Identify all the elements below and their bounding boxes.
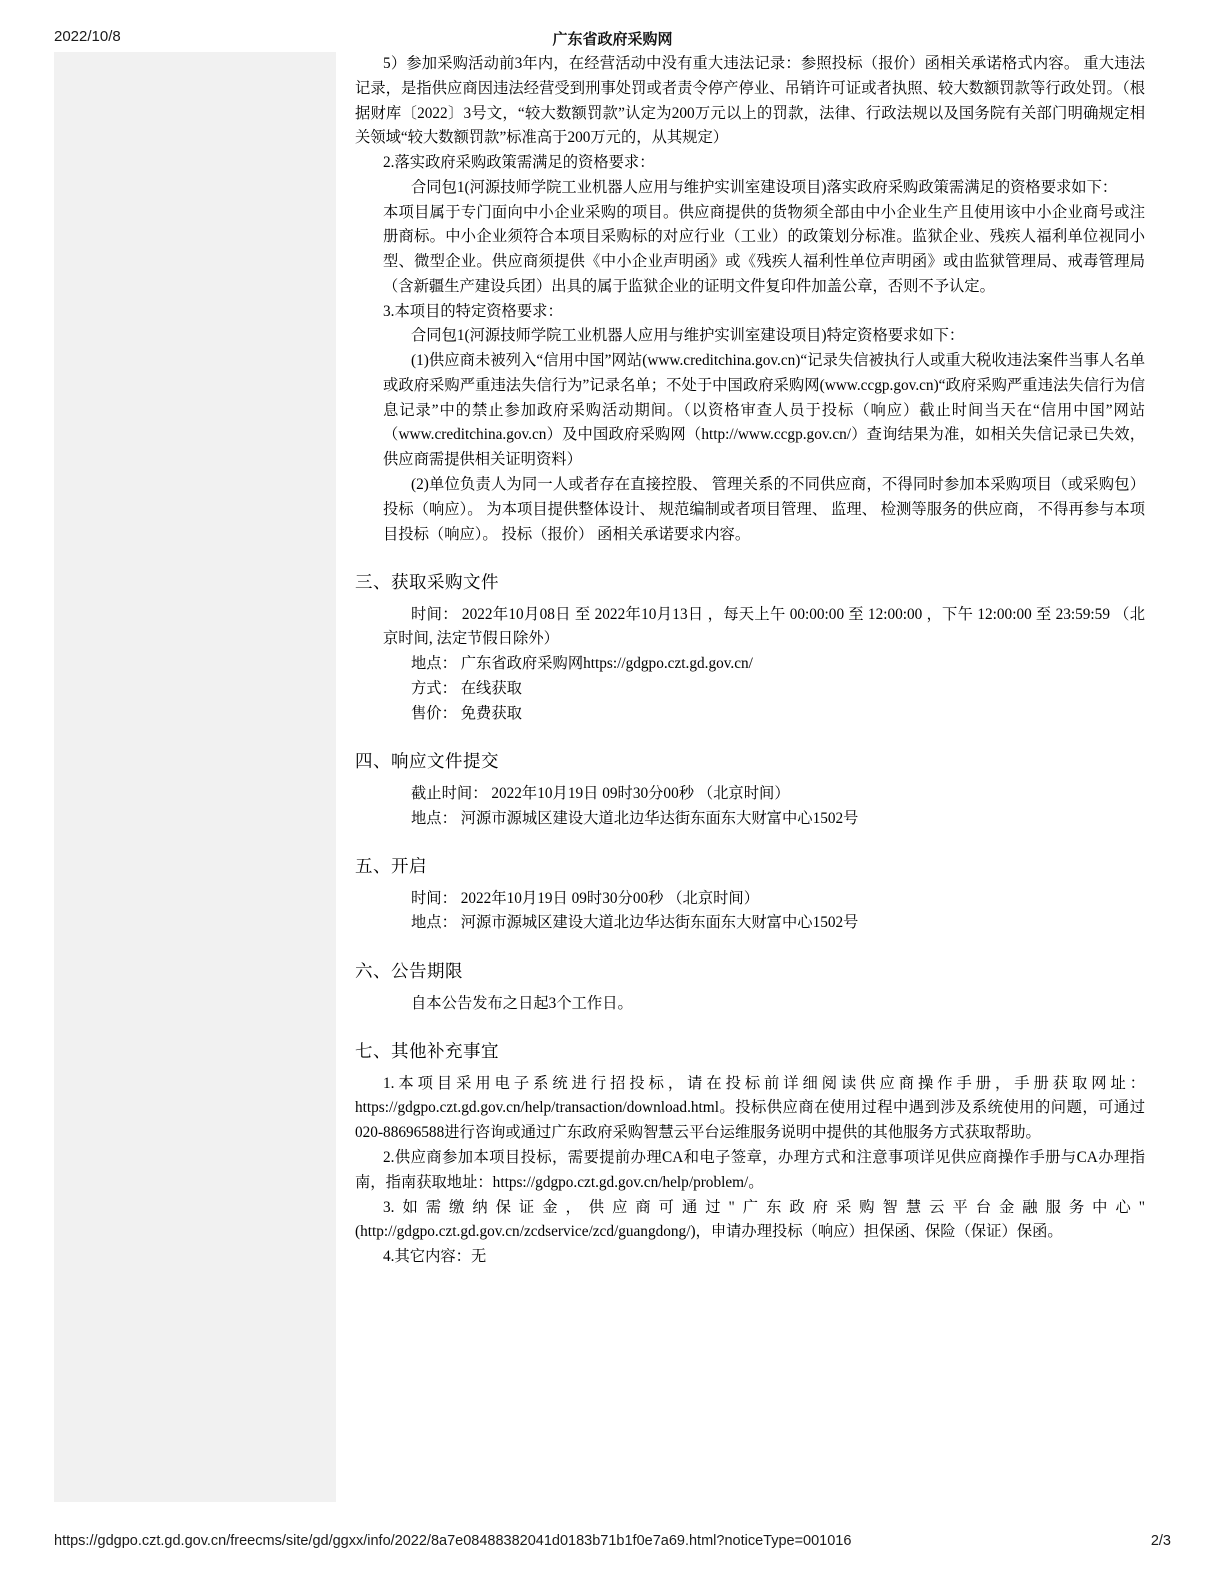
section-item: 1.本项目采用电子系统进行招投标，请在投标前详细阅读供应商操作手册，手册获取网址：https://gdgpo.czt.gd.gov.cn/help/transaction/download.html。投标供应商在使用过程中遇到涉及系统使用的问题，可通过020-88696588进行咨询或通过广东政府采购智慧云平台运维服务说明中提供的其他服务方式获取帮助。 [355,1074,1145,1142]
section-heading: 三、获取采购文件 [355,572,499,593]
line-label: 地点： [411,809,457,827]
line-label: 售价： [411,704,457,722]
footer-source-url: https://gdgpo.czt.gd.gov.cn/freecms/site/gd/ggxx/info/2022/8a7e08488382041d0183b71b1f0e7a69.html?noticeType=001016 [54,1533,852,1549]
section-response-submission [355,747,1145,831]
line-value: 2022年10月08日 至 2022年10月13日 ，每天上午 00:00:00 至 12:00:00 ，下午 12:00:00 至 23:59:59 （北京时间, 法定节假日除外） [383,605,1145,648]
paragraph-item-3-sub-2: (2)单位负责人为同一人或者存在直接控股、 管理关系的不同供应商，不得同时参加本采购项目（或采购包） 投标（响应）。 为本项目提供整体设计、 规范编制或者项目管理、 监理、 检测等服务的供应商， 不得再参与本项目投标（响应）。 投标（报价） 函相关承诺要求内容。 [383,476,1145,543]
line-label: 时间： [411,605,458,623]
line-value: 在线获取 [460,679,522,697]
section-item: 4.其它内容：无 [383,1248,487,1266]
section-line: 自本公告发布之日起3个工作日。 [411,994,633,1012]
paragraph-item-2-lead: 合同包1(河源技师学院工业机器人应用与维护实训室建设项目)落实政府采购政策需满足的资格要求如下： [411,178,1118,196]
section-announcement-period [355,957,1145,1016]
section-item: 2.供应商参加本项目投标，需要提前办理CA和电子签章，办理方式和注意事项详见供应商操作手册与CA办理指南，指南获取地址：https://gdgpo.czt.gd.gov.cn/help/problem/。 [355,1148,1145,1191]
line-value: 2022年10月19日 09时30分00秒 （北京时间） [460,889,760,907]
page-footer [0,1533,1225,1555]
section-line [383,887,1145,912]
section-heading: 五、开启 [355,856,427,877]
line-label: 地点： [411,914,457,932]
section-opening [355,852,1145,936]
line-label: 方式： [411,679,457,697]
page-header [0,28,1225,52]
paragraph-item-5: 5）参加采购活动前3年内，在经营活动中没有重大违法记录：参照投标（报价）函相关承诺格式内容。 重大违法记录，是指供应商因违法经营受到刑事处罚或者责令停产停业、吊销许可证或者执照、较大数额罚款等行政处罚。（根据财库〔2022〕3号文，“较大数额罚款”认定为200万元以上的罚款，法律、行政法规以及国务院有关部门明确规定相关领域“较大数额罚款”标准高于200万元的，从其规定） [355,55,1145,147]
section-line [383,911,1145,936]
section-line [383,677,1145,702]
section-line [383,782,1145,807]
section-heading: 四、响应文件提交 [355,751,499,772]
line-value: 2022年10月19日 09时30分00秒 （北京时间） [491,784,790,802]
section-heading: 六、公告期限 [355,961,463,982]
section-heading: 七、其他补充事宜 [355,1041,499,1062]
section-line [383,702,1145,727]
line-value: 河源市源城区建设大道北边华达街东面东大财富中心1502号 [460,809,859,827]
section-acquire-documents [355,568,1145,726]
section-other-matters [355,1037,1145,1269]
paragraph-item-3-sub-1: (1)供应商未被列入“信用中国”网站(www.creditchina.gov.cn)“记录失信被执行人或重大税收违法案件当事人名单或政府采购严重违法失信行为”记录名单；不处于中国政府采购网(www.ccgp.gov.cn)“政府采购严重违法失信行为信息记录”中的禁止参加政府采购活动期间。（以资格审查人员于投标（响应）截止时间当天在“信用中国”网站（www.creditchina.gov.cn）及中国政府采购网（http://www.ccgp.gov.cn/）查询结果为准，如相关失信记录已失效，供应商需提供相关证明资料） [383,352,1145,469]
line-label: 截止时间： [411,784,488,802]
section-line [383,603,1145,653]
header-date: 2022/10/8 [54,28,121,45]
line-value: 河源市源城区建设大道北边华达街东面东大财富中心1502号 [460,914,859,932]
paragraph-item-3-title: 3.本项目的特定资格要求： [383,302,563,320]
footer-page-number: 2/3 [1150,1533,1171,1549]
line-label: 地点： [411,655,457,673]
section-line [383,652,1145,677]
paragraph-item-2-body: 本项目属于专门面向中小企业采购的项目。供应商提供的货物须全部由中小企业生产且使用该中小企业商号或注册商标。中小企业须符合本项目采购标的对应行业（工业）的政策划分标准。监狱企业、残疾人福利单位视同小型、微型企业。供应商须提供《中小企业声明函》或《残疾人福利性单位声明函》或由监狱管理局、戒毒管理局（含新疆生产建设兵团）出具的属于监狱企业的证明文件复印件加盖公章，否则不予认定。 [383,203,1145,295]
section-item: 3.如需缴纳保证金，供应商可通过"广东政府采购智慧云平台金融服务中心"(http://gdgpo.czt.gd.gov.cn/zcdservice/zcd/guangdong/)，申请办理投标（响应）担保函、保险（保证）保函。 [355,1198,1145,1241]
paragraph-item-3-lead: 合同包1(河源技师学院工业机器人应用与维护实训室建设项目)特定资格要求如下： [411,327,965,345]
left-margin-band [54,52,336,1502]
document-body [355,52,1145,1270]
paragraph-item-2-title: 2.落实政府采购政策需满足的资格要求： [383,154,655,172]
line-label: 时间： [411,889,457,907]
line-value: 免费获取 [460,704,522,722]
section-line [383,807,1145,832]
header-site-title: 广东省政府采购网 [552,30,673,48]
line-value: 广东省政府采购网https://gdgpo.czt.gd.gov.cn/ [460,655,753,673]
